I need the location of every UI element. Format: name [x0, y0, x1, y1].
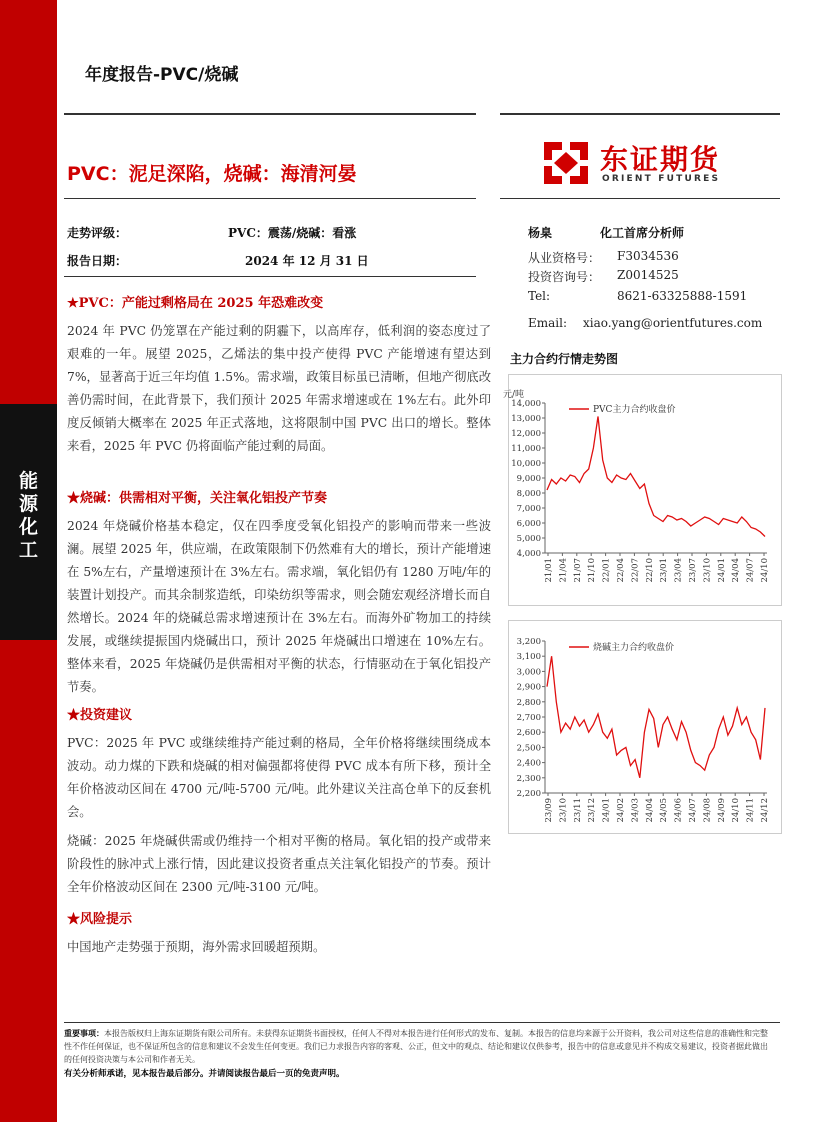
x-tick-label: 23/11 — [572, 798, 583, 823]
x-tick-label: 21/01 — [544, 558, 554, 583]
footer-important-label: 重要事项： — [64, 1028, 104, 1038]
x-tick-label: 23/09 — [544, 798, 554, 823]
section-title-advice: ★投资建议 — [67, 708, 133, 723]
y-tick-label: 10,000 — [511, 459, 541, 469]
email-label: Email: — [528, 316, 568, 330]
qualification-value: F3034536 — [617, 249, 679, 263]
y-tick-label: 2,600 — [516, 728, 541, 739]
x-tick-label: 24/07 — [688, 798, 698, 823]
y-tick-label: 4,000 — [516, 549, 541, 559]
section-title-caustic: ★烧碱：供需相对平衡，关注氧化铝投产节奏 — [67, 491, 328, 506]
consult-label: 投资咨询号： — [528, 270, 601, 284]
x-tick-label: 24/05 — [659, 798, 670, 823]
legend-label: 烧碱主力合约收盘价 — [593, 643, 675, 653]
x-tick-label: 24/12 — [760, 798, 770, 823]
headline-rule — [64, 198, 476, 199]
headline: PVC：泥足深陷，烧碱：海清河晏 — [67, 163, 357, 185]
x-tick-label: 23/10 — [558, 798, 569, 823]
y-tick-label: 5,000 — [516, 534, 541, 544]
x-tick-label: 24/02 — [616, 798, 626, 823]
x-tick-label: 22/04 — [616, 558, 626, 583]
x-tick-label: 22/07 — [630, 558, 641, 583]
section-title-pvc: ★PVC：产能过剩格局在 2025 年恐难改变 — [67, 296, 324, 311]
y-tick-label: 3,100 — [516, 652, 541, 663]
paragraph-advice-caustic: 烧碱：2025 年烧碱供需或仍维持一个相对平衡的格局。氧化铝的投产或带来阶段性的脉冲式上涨行情，因此建议投资者重点关注氧化铝投产的节奏。预计全年价格波动区间在 2300 元/吨-3100 元/吨。 — [67, 834, 491, 894]
paragraph-pvc: 2024 年 PVC 仍笼罩在产能过剩的阴霾下，以高库存，低利润的姿态度过了艰难的一年。展望 2025，乙烯法的集中投产使得 PVC 产能增速有望达到 7%，显著高于近三年均值 1.5%。需求端，政策目标虽已清晰，但地产彻底改善仍需时间，在此背景下，我们预计 2025 年需求增速或在 1%左右。此外印度反倾销大概率在 2025 年正式落地，这将限制中国 PVC 出口的增长。整体来看，2025 年 PVC 仍将面临产能过剩的局面。 — [67, 324, 491, 453]
chart-section-title: 主力合约行情走势图 — [510, 352, 619, 366]
x-tick-label: 22/01 — [601, 558, 612, 583]
x-tick-label: 24/09 — [716, 798, 727, 823]
logo-name-cn: 东证期货 — [600, 143, 721, 176]
series-line — [547, 417, 765, 537]
x-tick-label: 24/10 — [731, 798, 742, 823]
y-tick-label: 3,000 — [516, 667, 541, 678]
date-value: 2024 年 12 月 31 日 — [245, 254, 369, 268]
paragraph-caustic: 2024 年烧碱价格基本稳定，仅在四季度受氧化铝投产的影响而带来一些波澜。展望 2025 年，供应端，在政策限制下仍然难有大的增长，预计产能增速在 5%左右，产量增速预计在 3%左右。需求端，氧化铝仍有 1280 万吨/年的装置计划投产。而其余制浆造纸，印染纺织等需求，则会随宏观经济增长而自然增长。2024 年的烧碱总需求增速预计在 3%左右。而海外矿物加工的持续发展，或继续提振国内烧碱出口，预计 2025 年烧碱出口增速在 10%左右。整体来看，2025 年烧碱仍是供需相对平衡的状态，行情驱动在于氧化铝投产节奏。 — [67, 519, 491, 694]
y-tick-label: 7,000 — [516, 504, 541, 514]
y-tick-label: 6,000 — [516, 519, 541, 529]
y-tick-label: 2,900 — [516, 682, 541, 693]
header-rule-left — [64, 113, 476, 115]
meta-rule — [64, 276, 476, 277]
date-label: 报告日期： — [67, 254, 128, 268]
orient-futures-logo-icon — [540, 138, 592, 188]
y-tick-label: 14,000 — [511, 399, 541, 409]
sidebar-category-label: 能 源 化 工 — [18, 470, 38, 561]
x-tick-label: 24/04 — [644, 798, 655, 823]
series-line — [547, 656, 765, 778]
x-tick-label: 21/10 — [587, 558, 598, 583]
legend-label: PVC主力合约收盘价 — [593, 405, 676, 415]
tel-value: 8621-63325888-1591 — [617, 289, 748, 303]
logo-name-en: ORIENT FUTURES — [602, 174, 721, 184]
y-tick-label: 2,700 — [516, 713, 541, 723]
pvc-price-chart — [503, 374, 782, 606]
x-tick-label: 23/10 — [702, 558, 713, 583]
caustic-price-chart — [508, 620, 782, 834]
section-title-risk: ★风险提示 — [67, 912, 133, 927]
x-tick-label: 23/04 — [673, 558, 684, 583]
footer-disclaimer — [64, 1027, 774, 1066]
y-tick-label: 2,500 — [516, 743, 541, 754]
rating-value: PVC：震荡/烧碱：看涨 — [228, 226, 357, 240]
x-tick-label: 23/07 — [688, 558, 698, 583]
paragraph-risk: 中国地产走势强于预期，海外需求回暖超预期。 — [67, 940, 326, 954]
y-tick-label: 3,200 — [516, 637, 541, 647]
x-tick-label: 24/01 — [601, 798, 612, 823]
footer-important-text: 本报告版权归上海东证期货有限公司所有。未获得东证期货书面授权，任何人不得对本报告进行任何形式的发布、复制。本报告的信息均来源于公开资料，我公司对这些信息的准确性和完整性不作任何保证，也不保证所包含的信息和建议不会发生任何变更。我们已力求报告内容的客观、公正，但文中的观点、结论和建议仅供参考，报告中的信息或意见并不构成交易建议，投资者据此做出的任何投资决策与本公司和作者无关。 — [64, 1029, 768, 1064]
footer-promise: 有关分析师承诺，见本报告最后部分。并请阅读报告最后一页的免责声明。 — [64, 1069, 345, 1079]
analyst-name: 杨臬 — [528, 226, 553, 240]
y-axis-label: 元/吨 — [503, 390, 525, 400]
logo-rule — [500, 198, 780, 199]
report-type: 年度报告-PVC/烧碱 — [85, 65, 239, 85]
footer-rule — [64, 1022, 780, 1023]
email-value[interactable]: xiao.yang@orientfutures.com — [583, 316, 763, 330]
y-tick-label: 2,200 — [516, 789, 541, 799]
x-tick-label: 21/04 — [558, 558, 569, 583]
analyst-title: 化工首席分析师 — [600, 226, 685, 240]
header-rule-right — [500, 113, 780, 115]
x-tick-label: 24/08 — [702, 798, 713, 823]
x-tick-label: 24/07 — [745, 558, 756, 583]
tel-label: Tel: — [528, 289, 551, 303]
y-tick-label: 2,400 — [516, 758, 541, 769]
y-tick-label: 2,300 — [516, 773, 541, 784]
rating-label: 走势评级： — [67, 226, 128, 240]
y-tick-label: 11,000 — [511, 444, 541, 454]
x-tick-label: 24/10 — [760, 558, 770, 583]
x-tick-label: 21/07 — [572, 558, 583, 583]
x-tick-label: 24/11 — [745, 798, 756, 823]
y-tick-label: 8,000 — [516, 489, 541, 499]
x-tick-label: 23/01 — [659, 558, 670, 583]
y-tick-label: 12,000 — [511, 429, 541, 439]
paragraph-advice-pvc: PVC：2025 年 PVC 或继续维持产能过剩的格局，全年价格将继续围绕成本波动。动力煤的下跌和烧碱的相对偏强都将使得 PVC 成本有所下移，预计全年价格波动区间在 4700 元/吨-5700 元/吨。此外建议关注高仓单下的反套机会。 — [67, 736, 491, 819]
x-tick-label: 24/06 — [673, 798, 684, 823]
x-tick-label: 24/04 — [731, 558, 742, 583]
qualification-label: 从业资格号： — [528, 251, 601, 265]
x-tick-label: 24/01 — [716, 558, 727, 583]
y-tick-label: 2,800 — [516, 697, 541, 708]
x-tick-label: 23/12 — [587, 798, 598, 823]
y-tick-label: 13,000 — [511, 414, 541, 424]
consult-value: Z0014525 — [617, 268, 679, 282]
y-tick-label: 9,000 — [516, 474, 541, 484]
x-tick-label: 24/03 — [630, 798, 641, 823]
x-tick-label: 22/10 — [644, 558, 655, 583]
